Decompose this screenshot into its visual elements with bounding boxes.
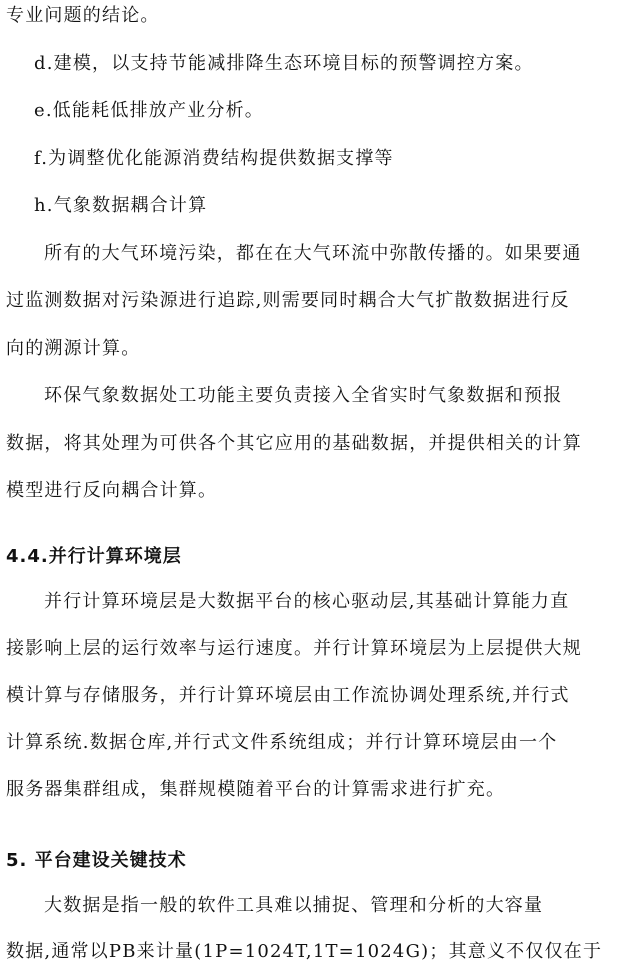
paragraph-line: 过监测数据对污染源进行追踪,则需要同时耦合大气扩散数据进行反 <box>6 290 570 311</box>
paragraph-line: 模型进行反向耦合计算。 <box>6 480 218 501</box>
paragraph-line: 服务器集群组成，集群规模随着平台的计算需求进行扩充。 <box>6 779 506 800</box>
paragraph-line: 向的溯源计算。 <box>6 338 141 359</box>
paragraph-line: 环保气象数据处工功能主要负责接入全省实时气象数据和预报 <box>44 385 563 406</box>
list-item-d: d.建模，以支持节能减排降生态环境目标的预警调控方案。 <box>34 53 534 74</box>
paragraph-line: 计算系统.数据仓库,并行式文件系统组成；并行计算环境层由一个 <box>6 732 558 753</box>
paragraph-line: 数据,通常以PB来计量(1P=1024T,1T=1024G)；其意义不仅仅在于 <box>6 941 603 962</box>
paragraph-line: 接影响上层的运行效率与运行速度。并行计算环境层为上层提供大规 <box>6 638 582 659</box>
paragraph-line: 数据，将其处理为可供各个其它应用的基础数据，并提供相关的计算 <box>6 433 582 454</box>
list-item-e: e.低能耗低排放产业分析。 <box>34 100 264 121</box>
list-item-f: f.为调整优化能源消费结构提供数据支撑等 <box>34 148 394 169</box>
paragraph-line: 所有的大气环境污染，都在在大气环流中弥散传播的。如果要通 <box>44 243 582 264</box>
section-heading-4-4: 4.4.并行计算环境层 <box>6 546 182 567</box>
paragraph-tail: 专业问题的结论。 <box>6 5 160 26</box>
list-item-h: h.气象数据耦合计算 <box>34 195 208 216</box>
section-heading-5: 5. 平台建设关键技术 <box>6 850 187 871</box>
paragraph-line: 模计算与存储服务，并行计算环境层由工作流协调处理系统,并行式 <box>6 685 570 706</box>
paragraph-line: 大数据是指一般的软件工具难以捕捉、管理和分析的大容量 <box>44 895 544 916</box>
paragraph-line: 并行计算环境层是大数据平台的核心驱动层,其基础计算能力直 <box>44 591 570 612</box>
